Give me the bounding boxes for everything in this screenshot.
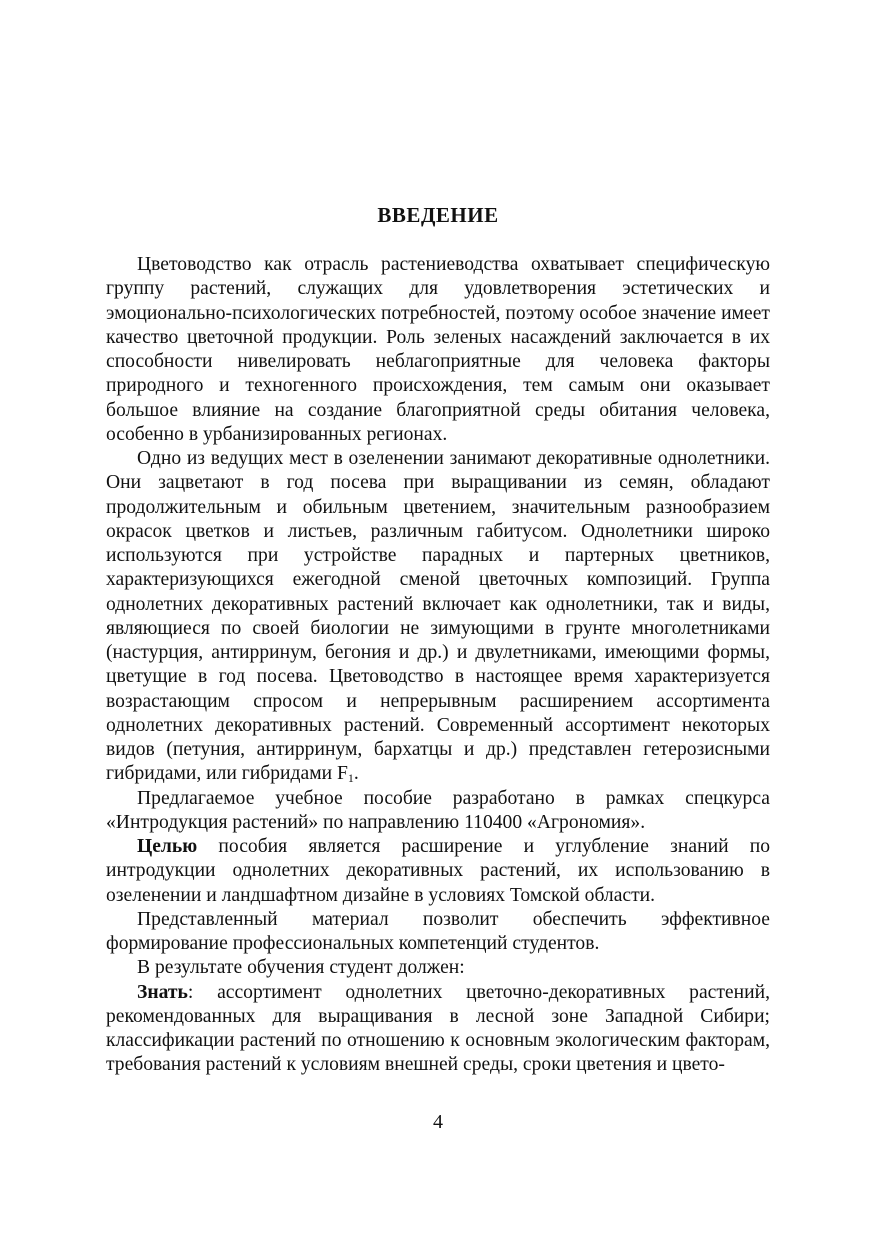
paragraph-7 [106, 981, 770, 1078]
page-title: ВВЕДЕНИЕ [377, 203, 499, 227]
subscript-index: 1 [347, 771, 354, 786]
paragraph-3 [106, 787, 770, 836]
paragraph-lead-term: Знать [137, 981, 188, 1003]
paragraph-text: Цветоводство как отрасль растениеводства охватывает специфическую группу растений, служащих для удовлетворения эстетических и эмоционально-психологических потребностей, поэтому особое значение имеет качество цветочной продукции. Роль зеленых насаждений заключается в их способности нивелировать неблагоприятные для человека факторы природного и техногенного происхождения, тем самым они оказывает большое влияние на создание благоприятной среды обитания человека, особенно в урбанизированных регионах. [106, 254, 770, 445]
paragraph-text: Представленный материал позволит обеспечить эффективное формирование профессиональных компетенций студентов. [106, 908, 770, 954]
paragraph-text: : ассортимент однолетних цветочно-декоративных растений, рекомендованных для выращивания в лесной зоне Западной Сибири; классификации растений по отношению к основным экологическим факторам, требования растений к условиям внешней среды, сроки цветения и цвето- [106, 981, 770, 1076]
paragraph-2 [106, 447, 770, 787]
paragraph-text: В результате обучения студент должен: [137, 957, 465, 979]
paragraph-text: Предлагаемое учебное пособие разработано в рамках спецкурса «Интродукция растений» по направлению 110400 «Агрономия». [106, 787, 770, 833]
body-text [106, 253, 770, 1078]
paragraph-6 [106, 956, 770, 980]
paragraph-lead-term: Целью [137, 836, 198, 857]
paragraph-text: пособия является расширение и углубление знаний по интродукции однолетних декоративных растений, их использованию в озеленении и ландшафтном дизайне в условиях Томской области. [106, 836, 770, 906]
paragraph-4 [106, 835, 770, 908]
paragraph-1 [106, 253, 770, 447]
paragraph-text: Одно из ведущих мест в озеленении занимают декоративные однолетники. Они зацветают в год посева при выращивании из семян, обладают продолжительным и обильным цветением, значительным разнообразием окрасок цветков и листьев, различным габитусом. Однолетники широко используются при устройстве парадных и партерных цветников, характеризующихся ежегодной сменой цветочных композиций. Группа однолетних декоративных растений включает как однолетники, так и виды, являющиеся по своей биологии не зимующими в грунте многолетниками (настурция, антирринум, бегония и др.) и двулетниками, имеющими формы, цветущие в год посева. Цветоводство в настоящее время характеризуется возрастающим спросом и непрерывным расширением ассортимента однолетних декоративных растений. Современный ассортимент некоторых видов (петуния, антирринум, бархатцы и др.) представлен гетерозисными гибридами, или гибридами F [106, 448, 770, 785]
paragraph-5 [106, 908, 770, 957]
paragraph-tail: . [353, 763, 359, 785]
page-number: 4 [433, 1111, 443, 1133]
